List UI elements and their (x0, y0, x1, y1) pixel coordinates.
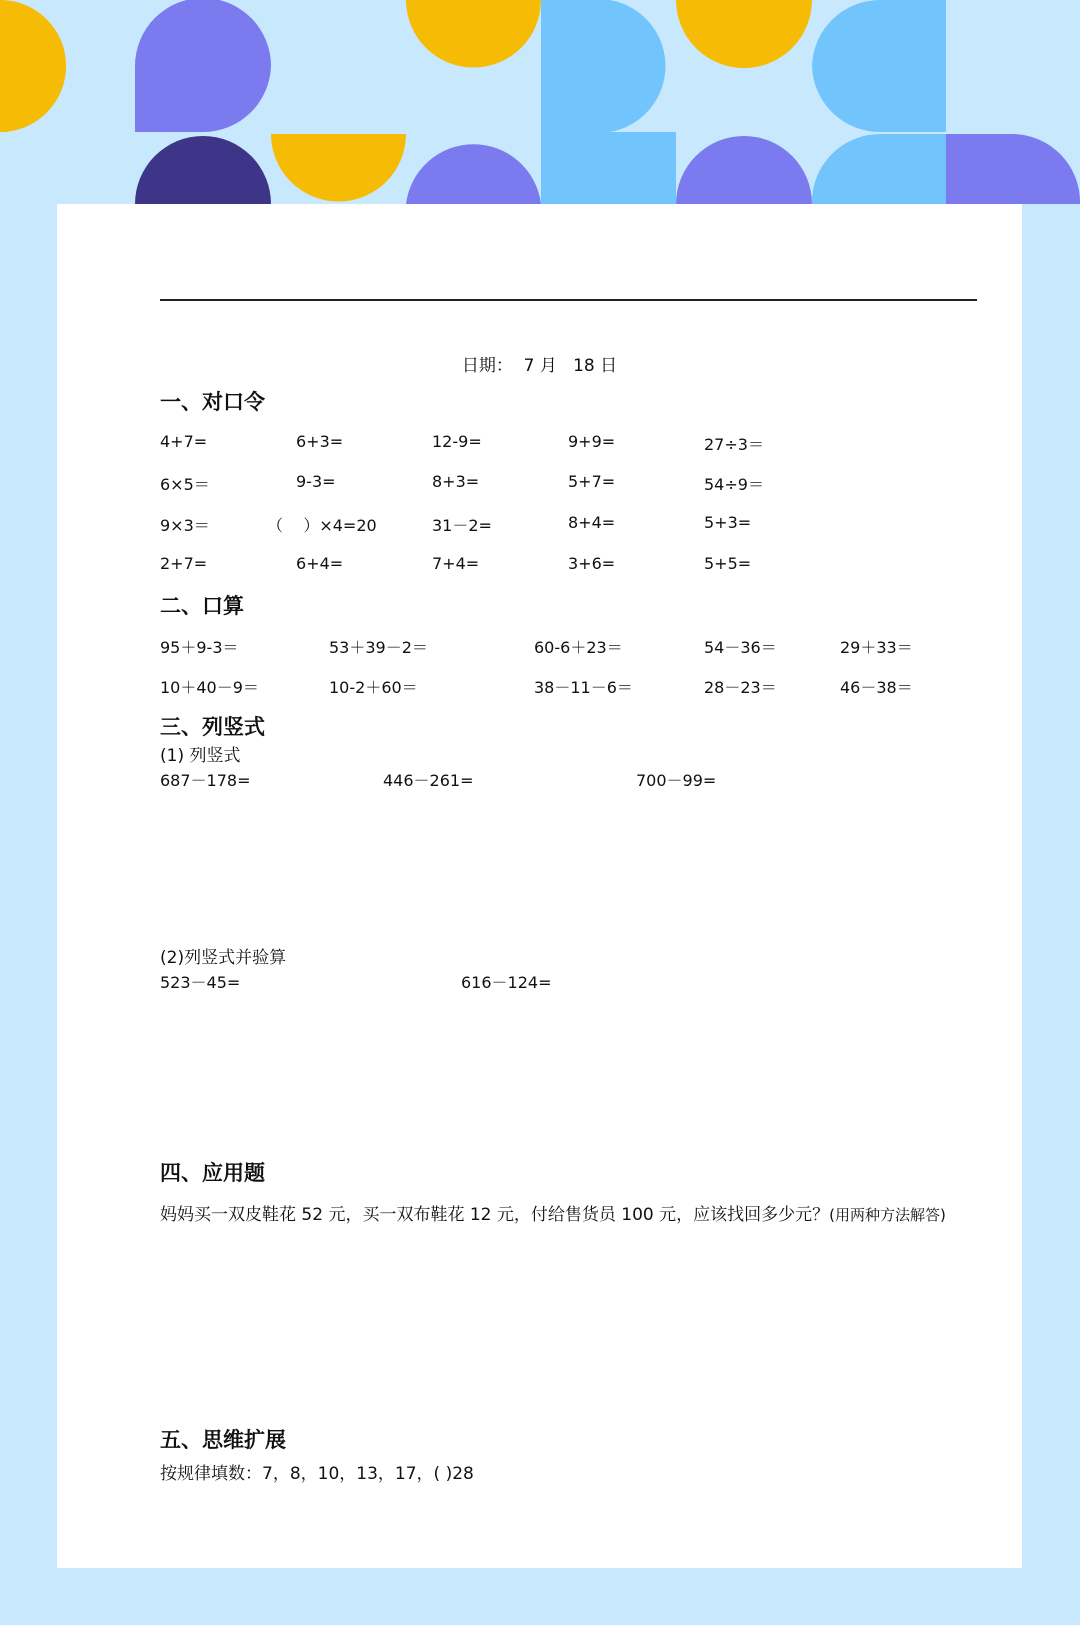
s1-equation: 7+4= (432, 554, 480, 573)
s1-equation: 8+4= (568, 513, 616, 532)
s3-vertical-problem: 446－261= (383, 771, 474, 790)
section-3-title: 三、列竖式 (160, 715, 265, 739)
geometric-pattern-graphic (0, 0, 1080, 204)
s1-equation: （ ）×4=20 (267, 516, 377, 535)
s1-equation: 8+3= (432, 472, 480, 491)
section-4-title: 四、应用题 (160, 1161, 265, 1185)
s1-equation: 5+7= (568, 472, 616, 491)
s1-equation: 54÷9＝ (704, 475, 764, 494)
s3-vertical-problem: 700－99= (636, 771, 717, 790)
section-2-title: 二、口算 (160, 594, 244, 618)
date-line: 日期： 7 月 18 日 (461, 356, 618, 376)
pattern-question: 按规律填数：7，8，10，13，17，( )28 (160, 1464, 474, 1484)
s2-equation: 54－36＝ (704, 638, 777, 657)
s1-equation: 27÷3＝ (704, 435, 764, 454)
s1-equation: 3+6= (568, 554, 616, 573)
s1-equation: 5+5= (704, 554, 752, 573)
header-rule (160, 299, 977, 301)
s1-equation: 31－2= (432, 516, 492, 535)
s1-equation: 6+4= (296, 554, 344, 573)
s3-vertical-problem: 616－124= (461, 973, 552, 992)
decorative-banner (0, 0, 1080, 204)
word-problem (160, 1199, 990, 1231)
section-5-title: 五、思维扩展 (160, 1428, 286, 1452)
s1-equation: 2+7= (160, 554, 208, 573)
s1-equation: 9-3= (296, 472, 336, 491)
s1-equation: 9×3＝ (160, 516, 210, 535)
s2-equation: 95＋9-3＝ (160, 638, 239, 657)
s2-equation: 10＋40－9＝ (160, 678, 259, 697)
s2-equation: 38－11－6＝ (534, 678, 633, 697)
word-problem-text: 妈妈买一双皮鞋花 52 元，买一双布鞋花 12 元，付给售货员 100 元，应该找回多少元？ (160, 1205, 830, 1225)
s1-equation: 6×5＝ (160, 475, 210, 494)
s2-equation: 60-6＋23＝ (534, 638, 623, 657)
s1-equation: 12-9= (432, 432, 482, 451)
s1-equation: 6+3= (296, 432, 344, 451)
s2-equation: 10-2＋60＝ (329, 678, 418, 697)
s3-vertical-problem: 523－45= (160, 973, 241, 992)
s1-equation: 9+9= (568, 432, 616, 451)
s3-part2-label: (2)列竖式并验算 (160, 948, 287, 968)
s1-equation: 4+7= (160, 432, 208, 451)
s2-equation: 29＋33＝ (840, 638, 913, 657)
s2-equation: 46－38＝ (840, 678, 913, 697)
worksheet-paper (57, 204, 1022, 1568)
word-problem-note: (用两种方法解答) (829, 1206, 946, 1224)
s1-equation: 5+3= (704, 513, 752, 532)
s3-part1-label: (1) 列竖式 (160, 746, 241, 766)
s2-equation: 28－23＝ (704, 678, 777, 697)
section-1-title: 一、对口令 (160, 390, 265, 414)
s2-equation: 53＋39－2＝ (329, 638, 428, 657)
s3-vertical-problem: 687－178= (160, 771, 251, 790)
